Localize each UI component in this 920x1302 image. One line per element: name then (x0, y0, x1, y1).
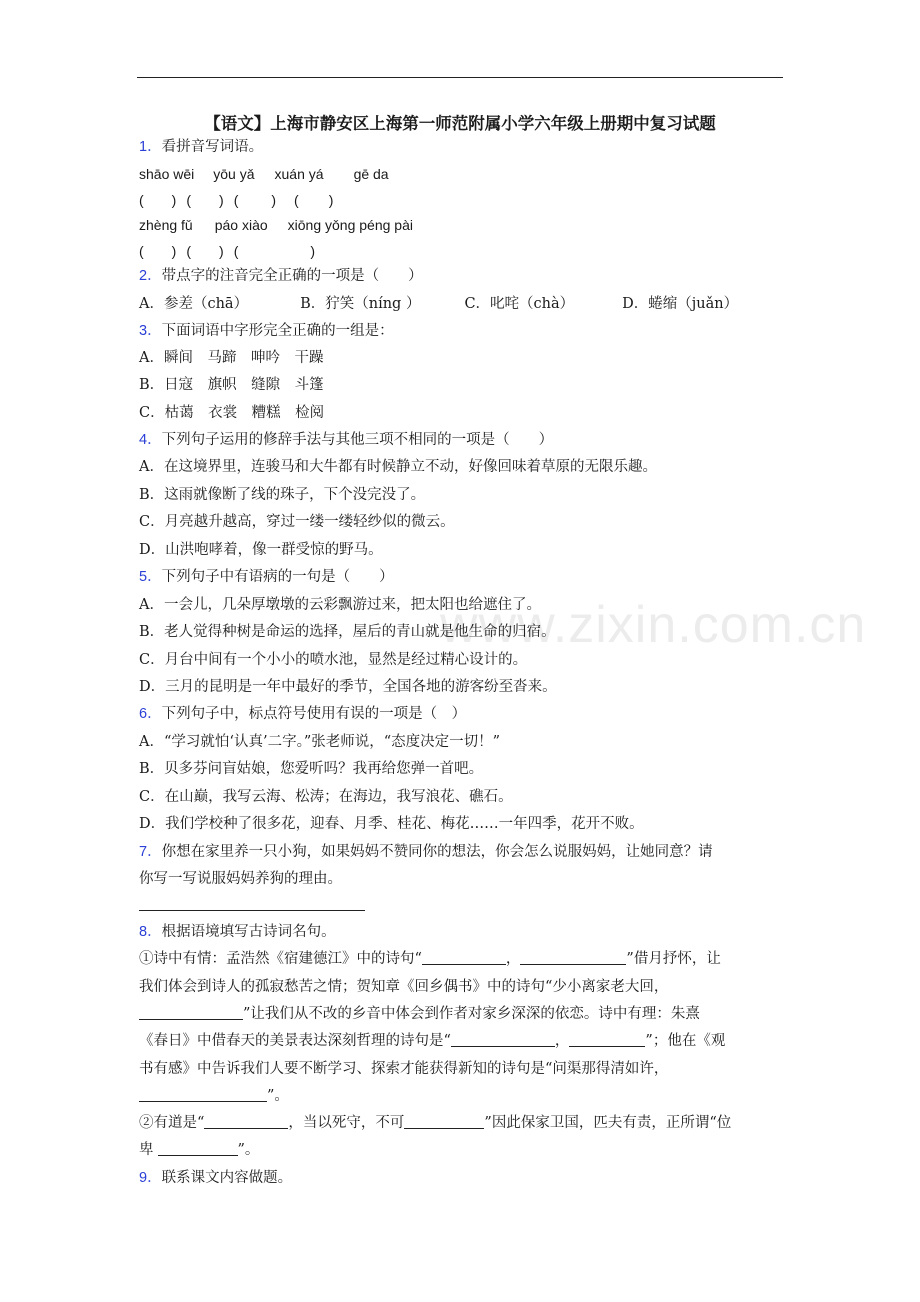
watermark: www.zixin.com.cn (440, 596, 867, 654)
paren: ( (186, 243, 192, 259)
header-rule (137, 77, 783, 78)
text: ”借月抒怀，让 (626, 951, 721, 967)
question-8-para (139, 949, 721, 969)
question-8-para (139, 1113, 731, 1133)
paren: ) (219, 192, 224, 208)
question-number: 7． (139, 844, 162, 860)
question-number: 4． (139, 432, 162, 448)
paren: ( (294, 192, 299, 208)
question-8-para (139, 1031, 725, 1051)
option: B．日寇 旗帜 缝隙 斗篷 (139, 377, 324, 393)
question-text: 下列句子中有语病的一句是（ ） (161, 569, 394, 585)
paren: ) (310, 243, 316, 259)
option: D．山洪咆哮着，像一群受惊的野马。 (139, 542, 383, 558)
paren: ( (233, 243, 239, 259)
paren: ) (271, 192, 277, 208)
option: D．我们学校种了很多花，迎春、月季、桂花、梅花……一年四季，花开不败。 (139, 816, 644, 832)
text: ， (505, 951, 521, 967)
fill-blank[interactable] (139, 1087, 267, 1102)
question-8-para (139, 1086, 289, 1106)
text: ，当以死守，不可 (288, 1115, 405, 1131)
option: C．月台中间有一个小小的喷水池，显然是经过精心设计的。 (139, 652, 528, 668)
option: A．“学习就怕‘认真’二字。”张老师说，“态度决定一切！” (139, 734, 501, 750)
text: ， (554, 1033, 570, 1049)
fill-blank[interactable] (158, 1141, 238, 1156)
question-number: 1． (139, 139, 162, 155)
fill-blank[interactable] (404, 1114, 484, 1129)
option: C．枯蔼 衣裳 糟糕 检阅 (139, 405, 325, 421)
question-7 (139, 842, 713, 862)
text: ”让我们从不改的乡音中体会到作者对家乡深深的依恋。诗中有理：朱熹 (243, 1006, 700, 1022)
option: B．贝多芬问盲姑娘，您爱听吗？我再给您弹一首吧。 (139, 761, 484, 777)
paren: ( (139, 192, 144, 208)
fill-blank[interactable] (139, 1005, 243, 1020)
question-number: 5． (139, 569, 162, 585)
fill-blank[interactable] (569, 1032, 645, 1047)
paren: ( (186, 192, 192, 208)
question-number: 9． (139, 1170, 162, 1186)
fill-blank[interactable] (451, 1032, 555, 1047)
question-8-para (139, 1004, 700, 1024)
option: A．参差（chā） (139, 296, 249, 312)
paren: ) (219, 243, 224, 259)
question-text: 下列句子运用的修辞手法与其他三项不相同的一项是（ ） (161, 432, 554, 448)
pinyin-row-1 (139, 164, 389, 184)
text: ”。 (237, 1142, 260, 1158)
question-8-para: 书有感》中告诉我们人要不断学习、探索才能获得新知的诗句是“问渠那得清如许， (139, 1061, 669, 1077)
question-text: 带点字的注音完全正确的一项是（ ） (161, 268, 423, 284)
pinyin: xuán yá (274, 166, 324, 182)
question-2 (139, 266, 423, 286)
fill-blank[interactable] (520, 950, 626, 965)
text: 卑 (139, 1142, 154, 1158)
option: C．在山巅，我写云海、松涛；在海边，我写浪花、礁石。 (139, 789, 513, 805)
question-5 (139, 567, 394, 587)
option: D．三月的昆明是一年中最好的季节，全国各地的游客纷至沓来。 (139, 679, 557, 695)
option: D．蜷缩（juǎn） (622, 296, 739, 312)
question-number: 2． (139, 268, 162, 284)
pinyin: páo xiào (214, 217, 268, 233)
question-6 (139, 704, 466, 724)
fill-blank[interactable] (422, 950, 506, 965)
question-number: 6． (139, 706, 162, 722)
text: 《春日》中借春天的美景表达深刻哲理的诗句是“ (139, 1033, 451, 1049)
fill-blank[interactable] (204, 1114, 288, 1129)
question-9 (139, 1168, 292, 1188)
question-number: 3． (139, 323, 162, 339)
answer-parens-row-2 (139, 241, 315, 261)
page-title: 【语文】上海市静安区上海第一师范附属小学六年级上册期中复习试题 (204, 114, 716, 133)
option: A．一会儿，几朵厚墩墩的云彩飘游过来，把太阳也给遮住了。 (139, 597, 541, 613)
text: ②有道是“ (139, 1115, 205, 1131)
question-8 (139, 922, 336, 942)
pinyin: yōu yǎ (213, 166, 255, 182)
option: B．这雨就像断了线的珠子，下个没完没了。 (139, 487, 426, 503)
question-7-line-2: 你写一写说服妈妈养狗的理由。 (139, 871, 342, 887)
question-number: 8． (139, 924, 162, 940)
text: ”；他在《观 (645, 1033, 726, 1049)
question-text: 根据语境填写古诗词名句。 (161, 924, 336, 940)
pinyin: zhèng fǔ (139, 217, 193, 233)
option: C．叱咤（chà） (464, 296, 575, 312)
text: ①诗中有情：孟浩然《宿建德江》中的诗句“ (139, 951, 422, 967)
question-4 (139, 430, 553, 450)
question-2-options (139, 294, 738, 314)
paren: ( (139, 243, 144, 259)
paren: ) (171, 243, 177, 259)
question-text: 下面词语中字形完全正确的一组是： (161, 323, 394, 339)
question-8-para: 我们体会到诗人的孤寂愁苦之情；贺知章《回乡偶书》中的诗句“少小离家老大回， (139, 979, 669, 995)
option: B．狞笑（níng ） (300, 296, 421, 312)
paren: ) (171, 192, 177, 208)
option: A．在这境界里，连骏马和大牛都有时候静立不动，好像回味着草原的无限乐趣。 (139, 459, 657, 475)
option: B．老人觉得种树是命运的选择，屋后的青山就是他生命的归宿。 (139, 624, 556, 640)
question-text: 下列句子中，标点符号使用有误的一项是（ ） (161, 706, 467, 722)
pinyin-row-2 (139, 215, 413, 235)
question-text: 你想在家里养一只小狗，如果妈妈不赞同你的想法，你会怎么说服妈妈，让她同意？请 (161, 844, 713, 860)
paren: ) (328, 192, 334, 208)
option: C．月亮越升越高，穿过一缕一缕轻纱似的微云。 (139, 514, 455, 530)
question-3 (139, 321, 394, 341)
option: A．瞬间 马蹄 呻吟 干躁 (139, 350, 324, 366)
question-text: 联系课文内容做题。 (161, 1170, 293, 1186)
question-text: 看拼音写词语。 (161, 139, 264, 155)
text: ”因此保家卫国，匹夫有责，正所谓“位 (484, 1115, 732, 1131)
pinyin: xiōng yǒng péng pài (287, 217, 413, 233)
pinyin: shāo wēi (139, 166, 195, 182)
answer-parens-row-1 (139, 190, 333, 210)
pinyin: gē da (353, 166, 389, 182)
question-1 (139, 137, 263, 157)
answer-line (139, 910, 365, 911)
paren: ( (233, 192, 239, 208)
text: ”。 (267, 1088, 289, 1104)
question-8-para (139, 1140, 259, 1160)
